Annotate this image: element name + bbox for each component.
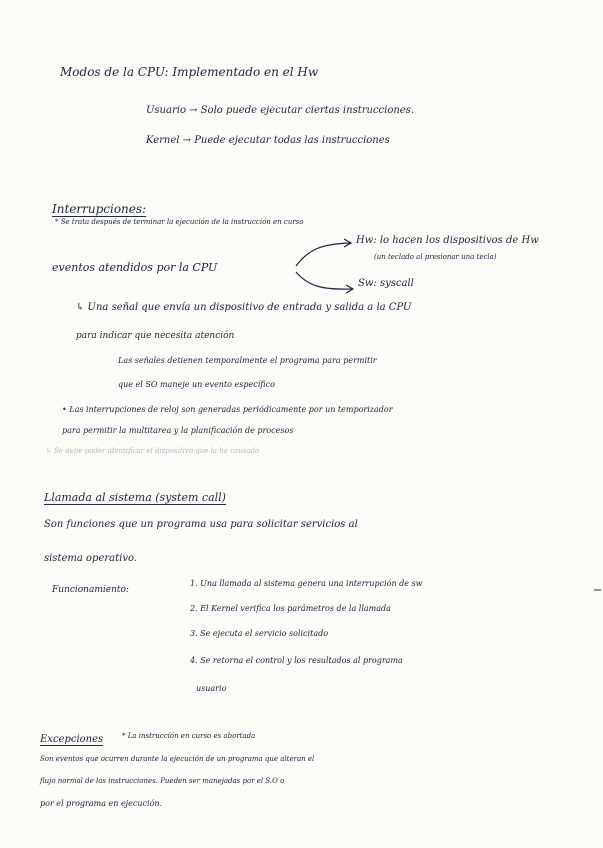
syscall-def-1: Son funciones que un programa usa para solicitar servicios al xyxy=(44,519,358,530)
interrupts-note: * Se trata después de terminar la ejecución de la instrucción en curso xyxy=(55,218,304,226)
syscall-procedure-label: Funcionamiento: xyxy=(52,585,129,595)
stop-line-2: que el SO maneje un evento específico xyxy=(118,380,275,389)
faint-line: ↳ Se debe poder identificar el dispositivo que la ha causado xyxy=(46,447,260,455)
cpu-modes-heading: Modos de la CPU: Implementado en el Hw xyxy=(60,65,319,79)
events-label: eventos atendidos por la CPU xyxy=(52,261,218,274)
syscall-step-3: 3. Se ejecuta el servicio solicitado xyxy=(190,629,329,638)
syscall-step-2: 2. El Kernel verifica los parámetros de la llamada xyxy=(190,604,391,613)
user-mode-line: Usuario → Solo puede ejecutar ciertas instrucciones. xyxy=(146,105,415,116)
signal-line-1: ↳ Una señal que envía un dispositivo de entrada y salida a la CPU xyxy=(76,302,412,313)
clock-line-1: • Las interrupciones de reloj son generadas periódicamente por un temporizador xyxy=(62,405,393,414)
kernel-mode-line: Kernel → Puede ejecutar todas las instrucciones xyxy=(146,135,390,146)
syscall-step-1: 1. Una llamada al sistema genera una interrupción de sw xyxy=(190,579,423,588)
stop-line-1: Las señales detienen temporalmente el programa para permitir xyxy=(118,356,377,365)
syscall-title: Llamada al sistema (system call) xyxy=(44,491,226,504)
exceptions-line-3: por el programa en ejecución. xyxy=(40,799,163,808)
exceptions-note: * La instrucción en curso es abortada xyxy=(122,732,256,740)
exceptions-title: Excepciones xyxy=(40,734,104,745)
hw-branch: Hw: lo hacen los dispositivos de Hw xyxy=(356,235,539,246)
signal-line-2: para indicar que necesita atención xyxy=(76,331,235,341)
interrupts-title: Interrupciones: xyxy=(52,202,147,216)
syscall-def-2: sistema operativo. xyxy=(44,553,137,564)
sw-branch: Sw: syscall xyxy=(358,278,414,289)
hw-example: (un teclado al presionar una tecla) xyxy=(374,253,497,261)
exceptions-line-1: Son eventos que ocurren durante la ejecución de un programa que alteran el xyxy=(40,755,315,763)
syscall-step-4: 4. Se retorna el control y los resultados al programa xyxy=(190,656,403,665)
syscall-step-4-cont: usuario xyxy=(196,684,227,693)
exceptions-line-2: flujo normal de las instrucciones. Pueden ser manejadas por el S.O o xyxy=(40,777,285,785)
clock-line-2: para permitir la multitarea y la planificación de procesos xyxy=(62,426,294,435)
